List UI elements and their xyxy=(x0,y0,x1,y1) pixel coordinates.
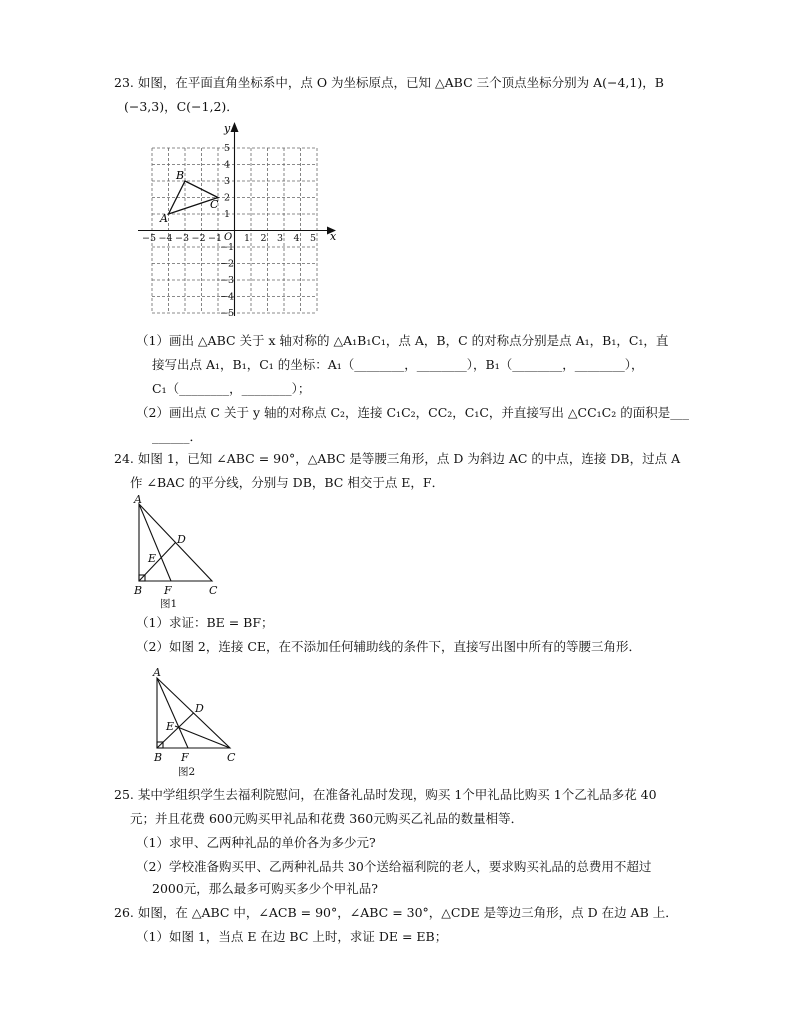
y-tick: −2 xyxy=(220,258,235,270)
q23-part1-line-3: C₁（________，________）； xyxy=(152,381,311,396)
y-tick: −1 xyxy=(220,242,235,253)
y-tick: 4 xyxy=(224,159,231,171)
q23-part2-line-2: ______． xyxy=(152,429,203,444)
fig1-lines xyxy=(139,504,212,581)
q25-line-2: 元；并且花费 600元购买甲礼品和花费 360元购买乙礼品的数量相等． xyxy=(130,811,524,826)
origin-label: O xyxy=(224,232,233,243)
q24-line-1: 24. 如图 1，已知 ∠ABC = 90°，△ABC 是等腰三角形，点 D 为斜边 AC 的中点，连接 DB，过点 A xyxy=(114,451,681,466)
fig2-caption: 图2 xyxy=(178,766,196,778)
q23-part1-line-1: （1）画出 △ABC 关于 x 轴对称的 △A₁B₁C₁，点 A，B，C 的对称点分别是点 A₁，B₁，C₁，直 xyxy=(136,333,669,348)
fig1-label-d: D xyxy=(177,533,186,546)
q23-coordinate-grid xyxy=(130,118,345,318)
fig1-label-c: C xyxy=(209,584,218,597)
y-axis-arrow-icon xyxy=(231,122,239,132)
y-tick: −5 xyxy=(220,308,235,318)
fig1-label-b: B xyxy=(134,584,143,597)
x-tick: −4 xyxy=(158,233,173,244)
fig1-caption: 图1 xyxy=(160,598,178,610)
x-tick: −5 xyxy=(142,233,157,244)
fig2-label-c: C xyxy=(227,751,236,764)
q23-line-2: (−3,3)，C(−1,2)． xyxy=(124,99,239,114)
fig2-label-d: D xyxy=(195,702,204,715)
q26-line-1: 26. 如图，在 △ABC 中，∠ACB = 90°，∠ABC = 30°，△CDE 是等边三角形，点 D 在边 AB 上． xyxy=(114,905,678,920)
q26-part1: （1）如图 1，当点 E 在边 BC 上时，求证 DE = EB； xyxy=(136,929,448,944)
fig2-point-labels xyxy=(152,666,236,764)
q25-part2-line-1: （2）学校准备购买甲、乙两种礼品共 30个送给福利院的老人，要求购买礼品的总费用不超过 xyxy=(136,859,652,874)
x-tick: 1 xyxy=(244,233,251,244)
q25-line-1: 25. 某中学组织学生去福利院慰问，在准备礼品时发现，购买 1个甲礼品比购买 1个乙礼品多花 40 xyxy=(114,787,657,802)
fig2-label-b: B xyxy=(154,751,163,764)
fig1-label-a: A xyxy=(134,494,142,506)
x-tick: −3 xyxy=(175,233,190,244)
x-tick: −1 xyxy=(208,233,223,244)
point-c-label: C xyxy=(210,198,219,211)
fig2-lines xyxy=(157,678,230,748)
q23-part2-line-1: （2）画出点 C 关于 y 轴的对称点 C₂，连接 C₁C₂，CC₂，C₁C，并直接写出 △CC₁C₂ 的面积是___ xyxy=(136,405,689,420)
y-tick: 2 xyxy=(224,192,231,204)
y-tick: 5 xyxy=(224,143,231,154)
fig1-label-f: F xyxy=(164,584,172,597)
x-tick: 2 xyxy=(260,233,267,244)
q24-part2: （2）如图 2，连接 CE，在不添加任何辅助线的条件下，直接写出图中所有的等腰三角形． xyxy=(136,639,642,654)
y-tick: 3 xyxy=(224,176,231,187)
q24-figure-1 xyxy=(128,494,228,614)
q23-part1-line-2: 接写出点 A₁，B₁，C₁ 的坐标：A₁（________，________），B₁（________，________）， xyxy=(152,357,644,372)
q24-part1: （1）求证：BE = BF； xyxy=(136,615,274,630)
q24-line-2: 作 ∠BAC 的平分线，分别与 DB，BC 相交于点 E，F． xyxy=(130,475,445,490)
q23-line-1: 23. 如图，在平面直角坐标系中，点 O 为坐标原点，已知 △ABC 三个顶点坐标分别为 A(−4,1)，B xyxy=(114,75,664,90)
fig2-label-f: F xyxy=(181,751,189,764)
point-a-label: A xyxy=(160,212,168,225)
x-tick: 5 xyxy=(310,233,317,244)
x-tick: 3 xyxy=(277,233,284,244)
x-axis-label: x xyxy=(330,230,337,243)
x-tick: 4 xyxy=(293,233,300,244)
y-axis-label: y xyxy=(224,122,231,135)
fig2-label-e: E xyxy=(166,720,175,733)
y-tick: −4 xyxy=(220,291,235,303)
q24-figure-2 xyxy=(148,664,248,780)
y-tick: −3 xyxy=(220,275,235,286)
fig2-label-a: A xyxy=(153,666,161,679)
y-tick: 1 xyxy=(224,209,231,220)
q25-part2-line-2: 2000元，那么最多可购买多少个甲礼品? xyxy=(152,881,379,896)
fig1-label-e: E xyxy=(148,552,157,565)
x-tick: −2 xyxy=(191,233,206,244)
q25-part1: （1）求甲、乙两种礼品的单价各为多少元? xyxy=(136,835,376,850)
point-b-label: B xyxy=(176,169,185,182)
